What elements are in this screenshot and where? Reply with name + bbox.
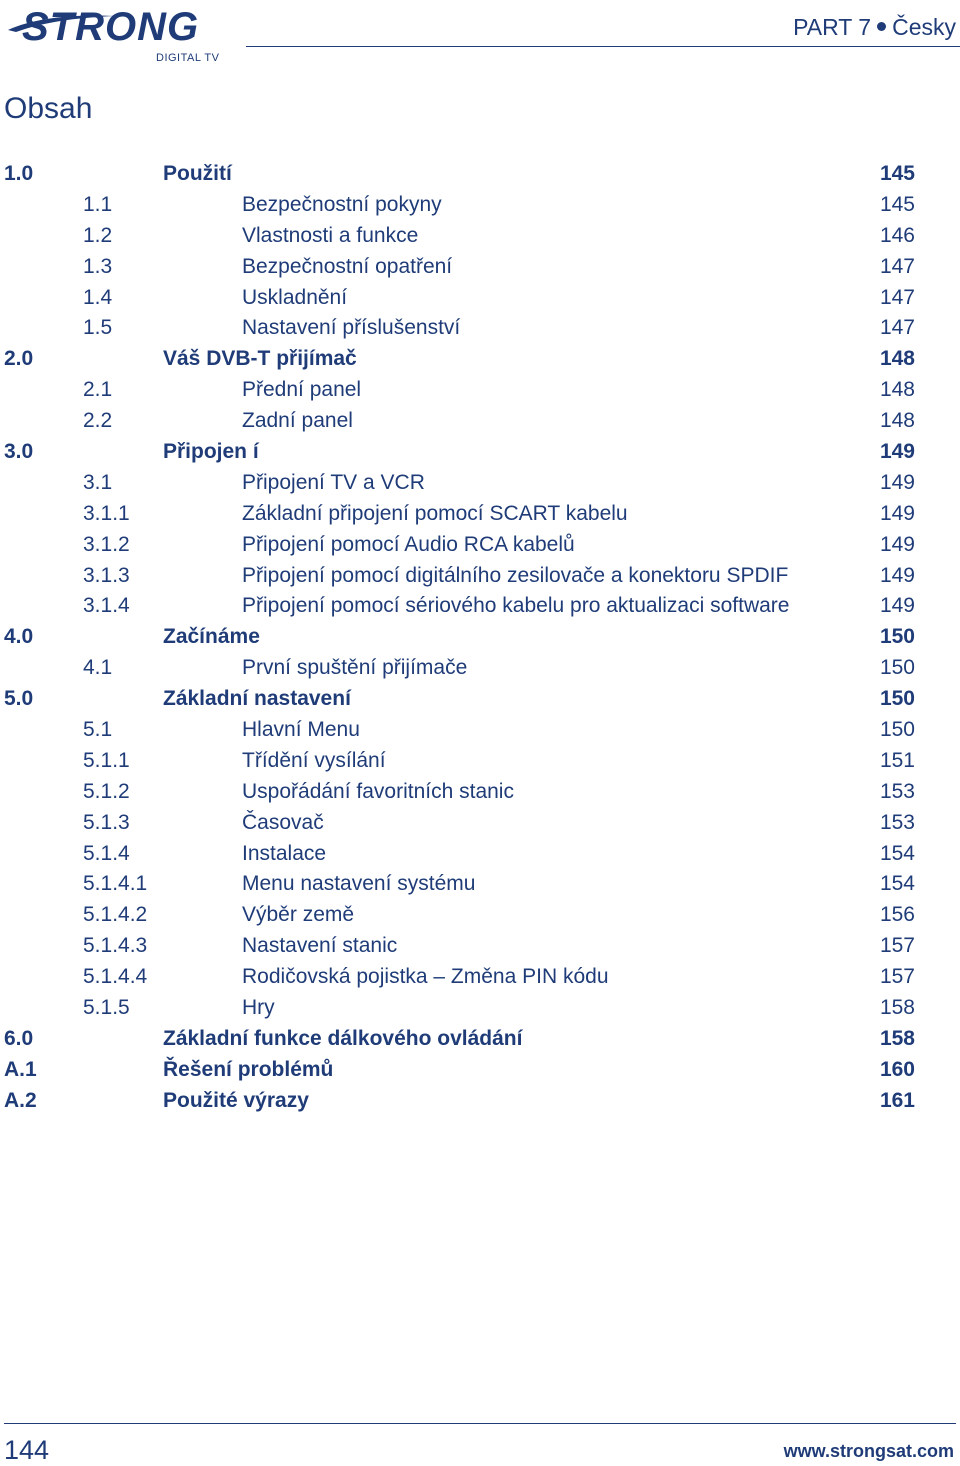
toc-section-title: Použití xyxy=(163,162,232,185)
toc-entry[interactable] xyxy=(0,1055,960,1086)
page-header xyxy=(0,0,960,70)
toc-section-title: Rodičovská pojistka – Změna PIN kódu xyxy=(242,965,609,989)
toc-section-title: Hry xyxy=(242,996,275,1020)
toc-entry[interactable] xyxy=(0,437,960,468)
toc-section-title: Připojení TV a VCR xyxy=(242,470,425,494)
toc-section-title: Uskladnění xyxy=(242,285,348,309)
toc-entry[interactable] xyxy=(0,1024,960,1055)
page-title: Obsah xyxy=(4,92,93,125)
toc-page-number: 149 xyxy=(879,501,915,525)
toc-section-number: 5.1.4.2 xyxy=(83,903,148,927)
toc-section-number: 5.1 xyxy=(83,718,113,742)
toc-page-number: 154 xyxy=(879,841,915,865)
toc-section-number: 2.1 xyxy=(83,378,113,402)
toc-page-number: 151 xyxy=(879,748,915,772)
toc-entry[interactable] xyxy=(0,962,960,993)
toc-page-number: 145 xyxy=(879,162,915,185)
part-text: PART 7 xyxy=(793,14,872,40)
toc-entry[interactable] xyxy=(0,715,960,746)
toc-entry[interactable] xyxy=(0,839,960,870)
toc-entry[interactable] xyxy=(0,591,960,622)
toc-section-number: 1.3 xyxy=(83,254,113,278)
toc-section-title: Bezpečnostní pokyny xyxy=(242,192,442,216)
toc-entry[interactable] xyxy=(0,283,960,314)
toc-section-title: První spuštění přijímače xyxy=(242,656,468,680)
toc-section-number: 3.1.1 xyxy=(83,501,130,525)
toc-page-number: 148 xyxy=(879,347,915,371)
toc-page-number: 150 xyxy=(879,718,915,742)
toc-page-number: 150 xyxy=(879,625,915,649)
toc-section-number: 5.1.4 xyxy=(83,841,130,865)
toc-page-number: 149 xyxy=(879,594,915,618)
toc-section-title: Vlastnosti a funkce xyxy=(242,223,419,247)
toc-section-number: 6.0 xyxy=(4,1026,34,1050)
table-of-contents xyxy=(0,159,960,1117)
toc-entry[interactable] xyxy=(0,190,960,221)
toc-section-number: 3.1 xyxy=(83,470,113,494)
toc-section-number: 5.1.1 xyxy=(83,748,130,772)
toc-page-number: 157 xyxy=(879,965,915,989)
toc-entry[interactable] xyxy=(0,777,960,808)
toc-section-title: Časovač xyxy=(242,810,324,834)
toc-section-number: 1.5 xyxy=(83,316,113,340)
toc-entry[interactable] xyxy=(0,252,960,283)
toc-section-title: Připojení pomocí digitálního zesilovače a konektoru SPDIF xyxy=(242,563,789,587)
toc-page-number: 150 xyxy=(879,656,915,680)
toc-section-title: Přední panel xyxy=(242,378,362,402)
toc-page-number: 157 xyxy=(879,934,915,958)
toc-section-number: 5.1.5 xyxy=(83,996,130,1020)
toc-page-number: 145 xyxy=(879,192,915,216)
toc-entry[interactable] xyxy=(0,375,960,406)
toc-page-number: 160 xyxy=(879,1057,915,1081)
toc-section-number: 5.1.2 xyxy=(83,779,130,803)
toc-entry[interactable] xyxy=(0,313,960,344)
toc-section-number: 3.0 xyxy=(4,440,34,464)
toc-section-number: 4.0 xyxy=(4,625,34,649)
part-label xyxy=(793,14,956,41)
toc-section-number: A.1 xyxy=(4,1057,37,1081)
toc-entry[interactable] xyxy=(0,1086,960,1117)
toc-entry[interactable] xyxy=(0,653,960,684)
toc-entry[interactable] xyxy=(0,869,960,900)
toc-page-number: 147 xyxy=(879,285,915,309)
toc-entry[interactable] xyxy=(0,530,960,561)
toc-page-number: 158 xyxy=(879,1026,915,1050)
toc-entry[interactable] xyxy=(0,344,960,375)
toc-page-number: 149 xyxy=(879,532,915,556)
toc-section-title: Menu nastavení systému xyxy=(242,872,476,896)
toc-section-number: 5.1.3 xyxy=(83,810,130,834)
toc-entry[interactable] xyxy=(0,622,960,653)
toc-section-number: 5.1.4.1 xyxy=(83,872,148,896)
toc-section-title: Začínáme xyxy=(163,625,260,649)
toc-entry[interactable] xyxy=(0,931,960,962)
toc-section-title: Použité výrazy xyxy=(163,1088,309,1112)
toc-section-number: 1.1 xyxy=(83,192,113,216)
toc-entry[interactable] xyxy=(0,746,960,777)
toc-section-title: Výběr země xyxy=(242,903,355,927)
brand-text: STRONG xyxy=(22,5,200,48)
toc-section-title: Nastavení stanic xyxy=(242,934,398,958)
language-label: Česky xyxy=(892,14,956,40)
toc-entry[interactable] xyxy=(0,808,960,839)
toc-page-number: 146 xyxy=(879,223,915,247)
toc-page-number: 158 xyxy=(879,996,915,1020)
toc-section-title: Váš DVB-T přijímač xyxy=(163,347,357,371)
toc-page-number: 149 xyxy=(879,563,915,587)
header-divider xyxy=(246,46,960,47)
toc-section-number: 3.1.3 xyxy=(83,563,130,587)
strong-logo-mark xyxy=(4,0,234,48)
toc-page-number: 147 xyxy=(879,254,915,278)
toc-page-number: 161 xyxy=(879,1088,915,1112)
toc-entry[interactable] xyxy=(0,468,960,499)
toc-section-title: Hlavní Menu xyxy=(242,718,360,742)
toc-page-number: 149 xyxy=(879,440,915,464)
toc-section-title: Instalace xyxy=(242,841,327,865)
toc-section-number: 3.1.2 xyxy=(83,532,130,556)
toc-section-number: 4.1 xyxy=(83,656,113,680)
toc-entry[interactable] xyxy=(0,406,960,437)
strong-logo xyxy=(4,0,234,70)
toc-section-title: Třídění vysílání xyxy=(242,748,386,772)
toc-entry[interactable] xyxy=(0,993,960,1024)
toc-section-number: 2.0 xyxy=(4,347,34,371)
toc-section-number: 5.0 xyxy=(4,687,34,711)
toc-entry[interactable] xyxy=(0,684,960,715)
brand-subtitle: DIGITAL TV xyxy=(156,52,220,64)
toc-page-number: 150 xyxy=(879,687,915,711)
toc-section-number: 3.1.4 xyxy=(83,594,130,618)
toc-entry[interactable] xyxy=(0,499,960,530)
toc-section-number: 1.4 xyxy=(83,285,113,309)
toc-page-number: 148 xyxy=(879,378,915,402)
toc-entry[interactable] xyxy=(0,159,960,190)
page-number: 144 xyxy=(4,1435,50,1465)
toc-section-number: 2.2 xyxy=(83,409,113,433)
toc-entry[interactable] xyxy=(0,900,960,931)
toc-section-number: A.2 xyxy=(4,1088,37,1112)
toc-entry[interactable] xyxy=(0,561,960,592)
toc-section-title: Připojení pomocí Audio RCA kabelů xyxy=(242,532,575,556)
toc-section-title: Základní funkce dálkového ovládání xyxy=(163,1026,523,1050)
toc-section-title: Připojení pomocí sériového kabelu pro aktualizaci software xyxy=(242,594,790,618)
toc-section-number: 1.0 xyxy=(4,162,34,185)
bullet-icon xyxy=(877,22,886,31)
toc-section-number: 5.1.4.3 xyxy=(83,934,148,958)
toc-section-title: Základní nastavení xyxy=(163,687,351,711)
footer-divider xyxy=(4,1423,956,1424)
toc-section-title: Zadní panel xyxy=(242,409,353,433)
toc-section-title: Nastavení příslušenství xyxy=(242,316,461,340)
toc-section-number: 5.1.4.4 xyxy=(83,965,148,989)
toc-page-number: 154 xyxy=(879,872,915,896)
toc-page-number: 153 xyxy=(879,810,915,834)
toc-page-number: 149 xyxy=(879,470,915,494)
toc-section-title: Bezpečnostní opatření xyxy=(242,254,453,278)
toc-page-number: 156 xyxy=(879,903,915,927)
website-url[interactable]: www.strongsat.com xyxy=(783,1441,954,1461)
toc-section-title: Základní připojení pomocí SCART kabelu xyxy=(242,501,628,525)
toc-section-title: Řešení problémů xyxy=(163,1057,334,1081)
toc-page-number: 153 xyxy=(879,779,915,803)
toc-page-number: 148 xyxy=(879,409,915,433)
toc-entry[interactable] xyxy=(0,221,960,252)
toc-section-title: Připojen í xyxy=(163,440,259,464)
toc-section-title: Uspořádání favoritních stanic xyxy=(242,779,514,803)
toc-page-number: 147 xyxy=(879,316,915,340)
toc-section-number: 1.2 xyxy=(83,223,113,247)
